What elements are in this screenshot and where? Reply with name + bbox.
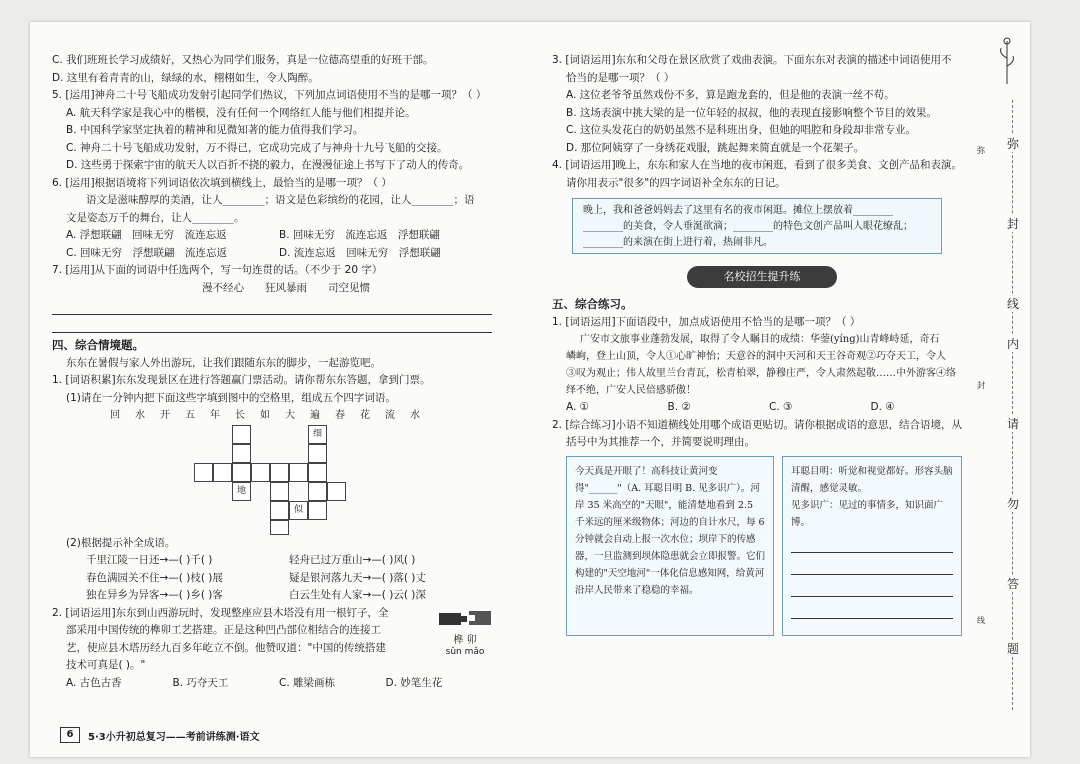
grid-cell[interactable] bbox=[232, 444, 251, 463]
tenon-mortise-icon bbox=[437, 607, 493, 629]
answer-line[interactable] bbox=[791, 603, 953, 619]
answer-line[interactable] bbox=[52, 299, 492, 315]
s5-q1-options bbox=[552, 399, 972, 417]
q5-option-a: A. 航天科学家是我心中的楷模，没有任何一个网络红人能与他们相提并论。 bbox=[66, 106, 416, 119]
idiom-hint: 春色满园关不住→—( )枝( )展 bbox=[86, 571, 223, 584]
yellow-river-passage: 今天真是开眼了！高科技让黄河变得"______"（A. 耳聪目明 B. 见多识广）。河岸 35 米高空的"天眼"，能清楚地看到 2.5 千米远的厘米级物体；河边的自计水尺，每 6 分钟就会自动上报一次水位；坝岸下的传感器，一旦监测到坝体隐患就会立即报警。它们构建的"天空地河"一体化信息感知网，给黄河沿岸人民带来了稳稳的幸福。 bbox=[566, 456, 774, 636]
q3-stem-2: 恰当的是哪一项？（ ） bbox=[566, 71, 675, 84]
q4-stem: 4. [词语运用]晚上，东东和家人在当地的夜市闲逛，看到了很多美食、文创产品和表演。 bbox=[552, 159, 963, 171]
footer-title: 5·3小升初总复习——考前讲练测·语文 bbox=[88, 731, 260, 743]
seal-small: 线 bbox=[977, 616, 985, 625]
grid-cell[interactable] bbox=[308, 501, 327, 520]
sunmao-illustration bbox=[437, 607, 493, 659]
s5-passage bbox=[552, 331, 972, 399]
grid-cell[interactable] bbox=[232, 425, 251, 444]
s5-q2-boxes bbox=[566, 456, 972, 636]
s5-q1-option-a: A. ① bbox=[566, 401, 590, 413]
grid-cell[interactable] bbox=[308, 463, 327, 482]
s4-q2-block bbox=[52, 605, 492, 675]
seal-char: 题 bbox=[1007, 642, 1020, 656]
grid-cell[interactable] bbox=[308, 444, 327, 463]
seal-small: 弥 bbox=[977, 146, 985, 155]
seal-char: 弥 bbox=[1007, 137, 1020, 151]
q6-text-1: 语文是滋味醇厚的美酒，让人________；语文是色彩缤纷的花园，让人________；语 bbox=[86, 194, 475, 206]
s4-q2-options bbox=[52, 675, 492, 693]
grid-cell[interactable] bbox=[308, 482, 327, 501]
q6-text-2: 文是姿态万千的舞台，让人________。 bbox=[66, 211, 245, 224]
definition-a: 耳聪目明：听觉和视觉都好。形容头脑清醒，感觉灵敏。 bbox=[791, 465, 953, 494]
grid-cell[interactable] bbox=[194, 463, 213, 482]
q4-option-c: C. 我们班班长学习成绩好，又热心为同学们服务，真是一位德高望重的好班干部。 bbox=[52, 54, 434, 66]
q3-stem: 3. [词语运用]东东和父母在景区欣赏了戏曲表演。下面东东对表演的描述中词语使用不 bbox=[552, 54, 952, 66]
q6-option-a: A. 浮想联翩 回味无穷 流连忘返 bbox=[66, 229, 227, 241]
q5-option-c: C. 神舟二十号飞船成功发射，万不得已，它成功完成了与神舟十九号飞船的交接。 bbox=[66, 141, 448, 154]
q6-option-d: D. 流连忘返 回味无穷 浮想联翩 bbox=[279, 246, 441, 259]
seal-char: 答 bbox=[1007, 577, 1020, 591]
grid-cell: 地 bbox=[232, 482, 251, 501]
section-5-title: 五、综合练习。 bbox=[552, 297, 633, 311]
sunmao-label: 榫 卯 bbox=[453, 635, 477, 646]
seal-char: 勿 bbox=[1007, 497, 1020, 511]
idiom-hint: 独在异乡为异客→—( )乡( )客 bbox=[86, 589, 223, 601]
q3-option-a: A. 这位老爷爷虽然戏份不多，算是跑龙套的，但是他的表演一丝不苟。 bbox=[566, 89, 895, 101]
idiom-hint: 疑是银河落九天→—( )落( )丈 bbox=[289, 571, 426, 584]
idiom-row-2 bbox=[52, 570, 492, 588]
s4-q2-option-c: C. 雕梁画栋 bbox=[279, 676, 336, 689]
passage-line: 广安市文旅事业蓬勃发展，取得了令人瞩目的成绩：华蓥(yíng)山青峰峙延，奇石 bbox=[580, 334, 940, 345]
s4-q2-line: 艺，使应县木塔历经九百多年屹立不倒。他赞叹道："中国的传统搭建 bbox=[66, 641, 386, 654]
s5-q1-option-d: D. ④ bbox=[870, 401, 895, 413]
s5-q1-option-c: C. ③ bbox=[769, 401, 793, 413]
s4-q2-line: 部采用中国传统的榫卯工艺搭建。正是这种凹凸部位相结合的连接工 bbox=[66, 624, 381, 636]
s4-q1-part1: (1)请在一分钟内把下面这些字填到图中的空格里，组成五个四字词语。 bbox=[66, 391, 396, 404]
passage-line: 绎不绝，广安人民倍感骄傲！ bbox=[566, 385, 696, 396]
q6-option-b: B. 回味无穷 流连忘返 浮想联翩 bbox=[279, 229, 440, 241]
grid-cell[interactable] bbox=[270, 501, 289, 520]
s4-q2-option-d: D. 妙笔生花 bbox=[385, 676, 443, 689]
q3-option-c: C. 这位头发花白的奶奶虽然不是科班出身，但她的唱腔和身段却非常专业。 bbox=[566, 124, 917, 136]
grid-cell[interactable] bbox=[270, 520, 289, 535]
passage-line: ③叹为观止；伟人故里兰台青瓦，松青柏翠，静穆庄严，令人肃然起敬……中外游客④络 bbox=[566, 368, 956, 379]
diary-line: ________的来演在街上进行着，热闹非凡。 bbox=[583, 237, 773, 248]
idiom-row-1 bbox=[52, 552, 492, 570]
grid-cell[interactable] bbox=[289, 463, 308, 482]
q5-option-d: D. 这些勇于探索宇宙的航天人以百折不挠的毅力，在漫漫征途上书写下了动人的传奇。 bbox=[66, 159, 470, 171]
s5-q2-stem: 2. [综合练习]小语不知道横线处用哪个成语更贴切。请你根据成语的意思，结合语境，从 bbox=[552, 418, 963, 431]
page-number: 6 bbox=[60, 727, 80, 743]
s5-q2-stem-2: 括号中为其推荐一个，并简要说明理由。 bbox=[566, 436, 755, 448]
seal-small: 封 bbox=[977, 381, 985, 390]
idiom-hint: 白云生处有人家→—( )云( )深 bbox=[289, 589, 426, 601]
q4-option-d: D. 这里有着青青的山，绿绿的水，栩栩如生，令人陶醉。 bbox=[52, 71, 319, 84]
answer-line[interactable] bbox=[52, 317, 492, 333]
crossword-grid bbox=[232, 425, 492, 535]
grid-cell[interactable] bbox=[327, 482, 346, 501]
s4-q1-part2: (2)根据提示补全成语。 bbox=[66, 536, 176, 549]
q6-options-row2 bbox=[52, 245, 492, 263]
s4-q1-stem: 1. [词语积累]东东发现景区在进行答题赢门票活动。请你帮东东答题，拿到门票。 bbox=[52, 374, 431, 386]
q5-option-b: B. 中国科学家坚定执着的精神和见微知著的能力值得我们学习。 bbox=[66, 124, 364, 136]
grid-cell[interactable] bbox=[251, 463, 270, 482]
seal-line-margin bbox=[977, 50, 1045, 730]
passage-line: 嶙峋，登上山顶，令人①心旷神怡；天意谷的洞中天河和天王谷奇观②巧夺天工，令人 bbox=[566, 351, 946, 362]
diary-line: ________的美食，令人垂涎欲滴；________的特色文创产品叫人眼花缭乱； bbox=[583, 221, 913, 232]
seal-char: 封 bbox=[1007, 217, 1020, 231]
q6-option-c: C. 回味无穷 浮想联翩 流连忘返 bbox=[66, 246, 228, 259]
q7-words: 漫不经心 狂风暴雨 司空见惯 bbox=[202, 281, 370, 294]
grid-cell[interactable] bbox=[270, 463, 289, 482]
section-banner: 名校招生提升练 bbox=[687, 266, 837, 288]
q5-stem: 5. [运用]神舟二十号飞船成功发射引起同学们热议，下列加点词语使用不当的是哪一项？（ ） bbox=[52, 89, 487, 101]
answer-line[interactable] bbox=[791, 559, 953, 575]
grid-cell[interactable] bbox=[232, 463, 251, 482]
q3-option-d: D. 那位阿姨穿了一身绣花戏服，跳起舞来简直就是一个花架子。 bbox=[566, 141, 865, 154]
grid-cell[interactable] bbox=[270, 482, 289, 501]
idiom-definitions-box bbox=[782, 456, 962, 636]
idiom-hint: 轻舟已过万重山→—( )风( ) bbox=[289, 554, 416, 566]
q4-stem-2: 请你用表示"很多"的四字词语补全东东的日记。 bbox=[566, 176, 786, 189]
seal-char: 线 bbox=[1007, 297, 1020, 311]
sunmao-pinyin: sǔn mǎo bbox=[445, 647, 485, 657]
q6-stem: 6. [运用]根据语境将下列词语依次填到横线上，最恰当的是哪一项？（ ） bbox=[52, 176, 392, 189]
s5-q1-option-b: B. ② bbox=[667, 401, 691, 413]
grid-cell[interactable] bbox=[213, 463, 232, 482]
s5-q1-stem: 1. [词语运用]下面语段中，加点成语使用不恰当的是哪一项？（ ） bbox=[552, 315, 861, 328]
s4-q2-option-a: A. 古色古香 bbox=[66, 676, 122, 689]
diary-line: 晚上，我和爸爸妈妈去了这里有名的夜市闲逛。摊位上摆放着________ bbox=[583, 205, 893, 216]
plant-icon bbox=[997, 36, 1017, 86]
q6-options-row1 bbox=[52, 227, 492, 245]
grid-cell: 细 bbox=[308, 425, 327, 444]
seal-line bbox=[1012, 100, 1013, 710]
s4-q2-line: 2. [词语运用]东东到山西游玩时，发现整座应县木塔没有用一根钉子，全 bbox=[52, 606, 389, 619]
footer bbox=[60, 727, 260, 743]
seal-char: 内 bbox=[1007, 337, 1020, 351]
idiom-row-3 bbox=[52, 587, 492, 605]
definition-b: 见多识广：见过的事情多，知识面广博。 bbox=[791, 499, 944, 528]
seal-char: 请 bbox=[1007, 417, 1020, 431]
left-column bbox=[52, 52, 492, 692]
q3-option-b: B. 这场表演中挑大梁的是一位年轻的叔叔，他的表现直接影响整个节目的效果。 bbox=[566, 106, 937, 119]
s4-q2-line: 技术可真是( )。" bbox=[66, 659, 146, 671]
section-4-title: 四、综合情境题。 bbox=[52, 338, 144, 352]
idiom-hint: 千里江陵一日还→—( )千( ) bbox=[86, 554, 213, 566]
q7-stem: 7. [运用]从下面的词语中任选两个，写一句连贯的话。（不少于 20 字） bbox=[52, 264, 383, 276]
answer-line[interactable] bbox=[791, 537, 953, 553]
s4-q1-chars: 回水开五年长如大遍春花流水 bbox=[110, 410, 435, 421]
grid-cell: 似 bbox=[289, 501, 308, 520]
right-column bbox=[552, 52, 972, 636]
answer-line[interactable] bbox=[791, 581, 953, 597]
diary-banner bbox=[572, 198, 942, 254]
s4-q2-option-b: B. 巧夺天工 bbox=[172, 676, 229, 689]
section-4-intro: 东东在暑假与家人外出游玩，让我们跟随东东的脚步，一起游览吧。 bbox=[66, 356, 381, 369]
